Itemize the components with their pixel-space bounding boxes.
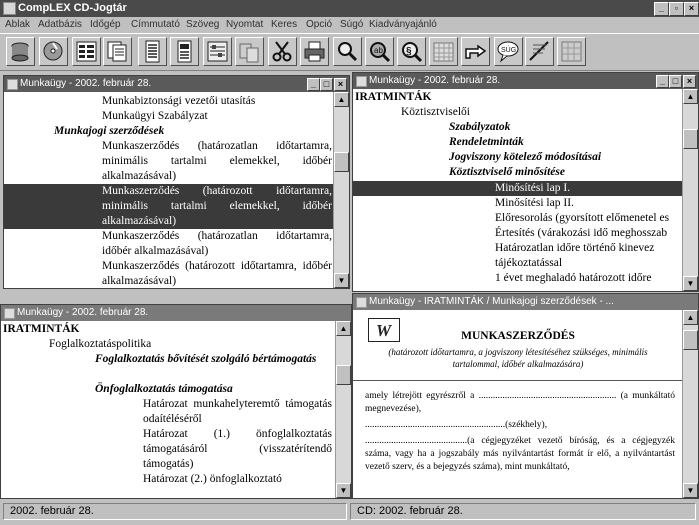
zoom-search-icon — [368, 40, 391, 63]
list-item[interactable]: Munkaszerződés (határozatlan időtartamra, minimális tartalmi elemekkel, időbér alkalmazásával) — [102, 140, 332, 182]
pane-close-button[interactable]: × — [334, 78, 347, 91]
paragraph-search-icon — [400, 40, 423, 63]
document-title: MUNKASZERZŐDÉS — [461, 330, 575, 342]
list-item[interactable]: Határozatlan időre történő kinevez — [495, 242, 655, 254]
pane-top-right — [352, 72, 699, 292]
menu-sugo[interactable]: Súgó — [340, 19, 364, 30]
pane-close-button[interactable]: × — [683, 75, 696, 88]
search-button[interactable] — [333, 37, 362, 66]
printer-button[interactable] — [300, 37, 329, 66]
document-subtitle: (határozott időtartamra, a jogviszony létesítéséhez szükséges, minimális tartalommal, időbér alkalmazására) — [388, 347, 648, 369]
pane-title-bar — [1, 305, 351, 321]
scroll-thumb[interactable] — [683, 330, 698, 350]
calendar-button[interactable] — [429, 37, 458, 66]
pane-content — [1, 321, 336, 498]
document-icon — [4, 308, 15, 319]
grid-icon — [560, 40, 583, 63]
pane-title: Munkaügy - 2002. február 28. — [17, 307, 149, 318]
zoom-search-button[interactable] — [365, 37, 394, 66]
pane-bottom-left — [0, 304, 352, 499]
menu-opcio[interactable]: Opció — [306, 19, 333, 30]
scroll-thumb[interactable] — [334, 152, 349, 172]
menu-cimmutato[interactable]: Címmutató — [131, 19, 180, 30]
list-item[interactable]: Határozat (2.) önfoglalkoztató — [143, 473, 282, 485]
scissors-button[interactable] — [268, 37, 297, 66]
status-cd-date: CD: 2002. február 28. — [350, 503, 696, 520]
section-heading[interactable]: Munkajogi szerződések — [54, 125, 165, 137]
list-item[interactable]: Foglalkoztatáspolitika — [49, 338, 152, 350]
scroll-down-button[interactable]: ▼ — [336, 483, 351, 498]
scroll-up-button[interactable]: ▲ — [336, 321, 351, 336]
section-heading[interactable]: IRATMINTÁK — [355, 91, 432, 103]
cd-button[interactable] — [39, 37, 68, 66]
svg-text:ab: ab — [374, 46, 383, 55]
timeline-button[interactable] — [203, 37, 232, 66]
menu-szoveg[interactable]: Szöveg — [186, 19, 220, 30]
scroll-up-button[interactable]: ▲ — [334, 92, 349, 107]
list-item[interactable]: Munkaügyi Szabályzat — [102, 110, 208, 122]
pane-title-bar — [353, 294, 698, 310]
app-title: CompLEX CD-Jogtár — [18, 2, 127, 14]
document-icon — [7, 79, 18, 90]
document-text-button[interactable] — [138, 37, 167, 66]
list-item[interactable]: Önfoglalkoztatás támogatása — [95, 383, 233, 395]
document-icon — [356, 297, 367, 308]
list-item[interactable]: Köztisztviselői — [401, 106, 470, 118]
svg-text:SÚG: SÚG — [501, 47, 517, 54]
pointing-hand-icon — [464, 40, 487, 63]
svg-text:§: § — [406, 46, 412, 57]
paragraph-search-button[interactable] — [397, 37, 426, 66]
menu-idogep[interactable]: Időgép — [90, 19, 121, 30]
close-button[interactable]: × — [684, 2, 699, 16]
divider — [353, 380, 683, 381]
minimize-button[interactable]: _ — [654, 2, 669, 16]
scroll-thumb[interactable] — [336, 365, 351, 385]
list-item[interactable]: Foglalkoztatás bővítését szolgáló bértámogatás — [95, 353, 317, 365]
pointing-hand-button[interactable] — [461, 37, 490, 66]
database-button[interactable] — [6, 37, 35, 66]
pane-maximize-button[interactable]: □ — [320, 78, 333, 91]
list-item[interactable]: Minősítési lap II. — [495, 197, 574, 209]
scroll-down-button[interactable]: ▼ — [683, 483, 698, 498]
vertical-scrollbar[interactable] — [333, 92, 349, 288]
status-bar — [0, 499, 699, 525]
list-item-selected[interactable]: Minősítési lap I. — [353, 181, 683, 196]
document-body-paragraph: amely létrejött egyrészről a .......................................................... (a munkáltató megnevezése), — [365, 391, 675, 414]
printer-icon — [303, 40, 326, 63]
speech-bubble-button[interactable] — [494, 37, 523, 66]
ruler-edit-icon — [528, 40, 551, 63]
restore-button[interactable]: ▫ — [669, 2, 684, 16]
pane-title-bar — [4, 76, 349, 92]
database-icon — [9, 40, 32, 63]
speech-bubble-icon — [497, 40, 520, 63]
multi-document-button[interactable] — [103, 37, 132, 66]
document-icon — [356, 76, 367, 87]
section-heading[interactable]: IRATMINTÁK — [3, 323, 80, 335]
ruler-edit-button[interactable] — [525, 37, 554, 66]
menu-ablak[interactable]: Ablak — [5, 19, 31, 30]
pane-title-bar — [353, 73, 698, 89]
document-list-icon — [173, 40, 196, 63]
pane-title: Munkaügy - IRATMINTÁK / Munkajogi szerződések - ... — [369, 296, 614, 307]
list-item[interactable]: Munkaszerződés (határozatlan időtartamra, időbér alkalmazásával) — [102, 230, 332, 257]
menu-keres[interactable]: Keres — [271, 19, 298, 30]
list-item[interactable]: tájékoztatással — [495, 257, 563, 269]
list-item[interactable]: Jogviszony kötelező módosításai — [449, 151, 602, 163]
list-button[interactable] — [72, 37, 101, 66]
magnifier-icon — [336, 40, 359, 63]
vertical-scrollbar[interactable] — [682, 310, 698, 498]
pane-title: Munkaügy - 2002. február 28. — [369, 75, 501, 86]
menu-nyomtat[interactable]: Nyomtat — [226, 19, 264, 30]
pane-content — [353, 89, 683, 291]
copy-button[interactable] — [235, 37, 264, 66]
document-content — [353, 310, 683, 498]
pane-maximize-button[interactable]: □ — [669, 75, 682, 88]
pane-minimize-button[interactable]: _ — [656, 75, 669, 88]
document-text-icon — [141, 40, 164, 63]
pane-title: Munkaügy - 2002. február 28. — [20, 78, 152, 89]
list-item[interactable]: Értesítés (várakozási idő meghosszab — [495, 227, 668, 239]
scroll-thumb[interactable] — [683, 129, 698, 149]
calendar-icon — [432, 40, 455, 63]
list-item[interactable]: 1 évet meghaladó határozott időre — [495, 272, 652, 284]
copy-icon — [238, 40, 261, 63]
scroll-up-button[interactable]: ▲ — [683, 89, 698, 104]
vertical-scrollbar[interactable] — [335, 321, 351, 498]
scroll-up-button[interactable]: ▲ — [683, 310, 698, 325]
list-icon — [75, 40, 98, 63]
document-body-paragraph: ...........................................................(székhely), — [365, 420, 548, 430]
status-date: 2002. február 28. — [3, 503, 347, 520]
vertical-scrollbar[interactable] — [682, 89, 698, 291]
timeline-icon — [206, 40, 229, 63]
list-item[interactable]: Szabályzatok — [449, 121, 511, 133]
list-item[interactable]: Rendeletminták — [449, 136, 524, 148]
menu-kiadvanyajanlo[interactable]: Kiadványajánló — [369, 19, 437, 30]
menu-bar — [0, 17, 699, 33]
list-item[interactable]: Köztisztviselő minősítése — [449, 166, 565, 178]
document-list-button[interactable] — [170, 37, 199, 66]
cd-icon — [42, 40, 65, 63]
document-body-paragraph: ...........................................(a cégjegyzéket vezető bíróság, és a cégjegyzék száma, vagy ha a jogszabály más nyilvántartást formát ír elő, a nyilvántartást vezető szerv, és a bejegyzés száma), mint munkáltató, — [365, 436, 675, 472]
list-item[interactable]: Munkaszerződés (határozott időtartamra, időbér alkalmazásával) — [102, 260, 332, 287]
svg-text:W: W — [376, 321, 392, 340]
pane-content — [4, 92, 334, 288]
list-item[interactable]: Határozat (1.) önfoglalkoztatás támogatásáról (visszatérítendő támogatás) — [143, 428, 332, 470]
grid-button[interactable] — [557, 37, 586, 66]
pane-minimize-button[interactable]: _ — [307, 78, 320, 91]
pane-bottom-right — [352, 293, 699, 499]
list-item[interactable]: Előresorolás (gyorsított előmenetel es — [495, 212, 670, 224]
app-title-bar — [0, 0, 699, 17]
pane-top-left — [3, 75, 350, 289]
multi-document-icon — [106, 40, 129, 63]
list-item[interactable]: Munkabiztonsági vezetői utasítás — [102, 95, 256, 107]
scissors-icon — [271, 40, 294, 63]
toolbar — [0, 33, 699, 71]
menu-adatbazis[interactable]: Adatbázis — [38, 19, 82, 30]
scroll-down-button[interactable]: ▼ — [683, 276, 698, 291]
list-item[interactable]: Határozat munkahelyteremtő támogatás odaítéléséről — [143, 398, 332, 425]
scroll-down-button[interactable]: ▼ — [334, 273, 349, 288]
list-item-selected[interactable]: Munkaszerződés (határozott időtartamra, minimális tartalmi elemekkel, időbér alkalmazásával) — [4, 184, 334, 229]
app-icon — [3, 2, 16, 15]
